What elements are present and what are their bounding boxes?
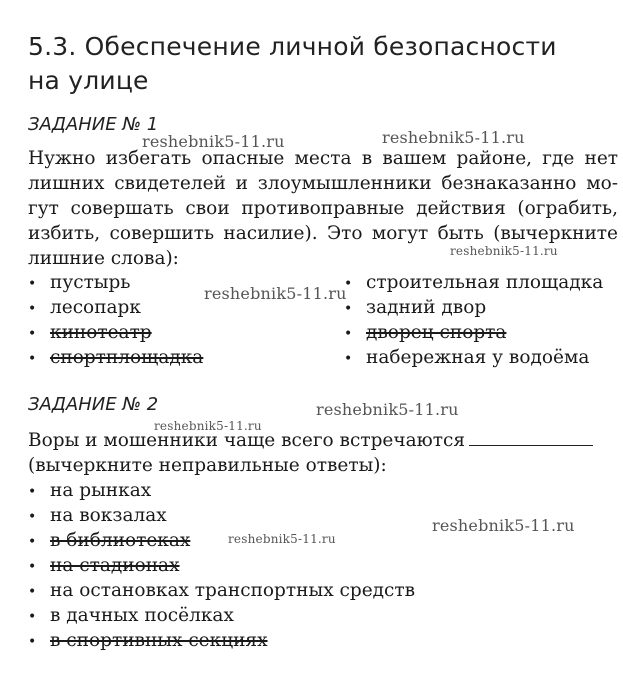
task-2-heading: ЗАДАНИЕ № 2 <box>28 394 159 415</box>
bullet-icon: • <box>28 276 37 292</box>
word: гут <box>28 198 59 219</box>
word: избегать <box>105 148 192 169</box>
answer-blank <box>469 429 593 446</box>
struck-item-label: дворец спорта <box>366 322 507 343</box>
task-2-text <box>28 428 618 478</box>
section-title-line-2: на улице <box>28 66 149 95</box>
list-item <box>28 295 203 320</box>
bullet-icon: • <box>344 326 353 342</box>
word: избить, <box>28 223 101 244</box>
bullet-icon: • <box>28 609 37 625</box>
word: вашем <box>382 148 447 169</box>
task-1-left-list <box>28 270 203 370</box>
list-item <box>344 345 603 370</box>
bullet-icon: • <box>28 484 37 500</box>
task-1-line <box>28 196 618 221</box>
bullet-icon: • <box>28 509 37 525</box>
word: свидетелей <box>114 173 226 194</box>
bullet-icon: • <box>28 326 37 342</box>
task-2-question: Воры и мошенники чаще всего встречаются <box>28 430 465 451</box>
word: (ограбить, <box>517 198 618 219</box>
list-item <box>28 345 203 370</box>
word: противоправные <box>241 198 405 219</box>
task-1-line-last: лишние слова): <box>28 248 179 269</box>
task-1-line <box>28 146 618 171</box>
word: нет <box>584 148 618 169</box>
watermark: reshebnik5-11.ru <box>450 244 558 258</box>
task-1-line <box>28 221 618 246</box>
bullet-icon: • <box>28 351 37 367</box>
item-label: набережная у водоёма <box>366 347 590 368</box>
watermark: reshebnik5-11.ru <box>316 400 459 419</box>
word: свои <box>185 198 230 219</box>
word: районе, <box>456 148 533 169</box>
word: Нужно <box>28 148 96 169</box>
struck-item-label: на стадионах <box>50 555 180 576</box>
item-label: задний двор <box>366 297 487 318</box>
struck-item-label: в библиотеках <box>50 530 191 551</box>
list-item <box>28 478 415 503</box>
word: места <box>294 148 352 169</box>
item-label: строительная площадка <box>366 272 604 293</box>
word: злоумышленники <box>257 173 432 194</box>
bullet-icon: • <box>28 559 37 575</box>
watermark: reshebnik5-11.ru <box>432 516 575 535</box>
item-label: в дачных посёлках <box>50 605 234 626</box>
list-item <box>344 320 603 345</box>
word: насилие). <box>223 223 318 244</box>
task-2-list <box>28 478 415 653</box>
word: безнаказанно <box>441 173 577 194</box>
task-1-heading: ЗАДАНИЕ № 1 <box>28 114 159 135</box>
item-label: на вокзалах <box>50 505 167 526</box>
word: быть <box>437 223 484 244</box>
task-1-line <box>28 171 618 196</box>
word: (вычеркните <box>493 223 618 244</box>
word: совершать <box>70 198 174 219</box>
word: в <box>361 148 373 169</box>
bullet-icon: • <box>28 301 37 317</box>
word: лишних <box>28 173 105 194</box>
bullet-icon: • <box>344 351 353 367</box>
word: совершить <box>109 223 215 244</box>
list-item <box>28 628 415 653</box>
word: действия <box>416 198 506 219</box>
section-title <box>28 30 557 98</box>
bullet-icon: • <box>28 584 37 600</box>
list-item <box>28 553 415 578</box>
watermark: reshebnik5-11.ru <box>204 284 347 303</box>
watermark: reshebnik5-11.ru <box>142 132 285 151</box>
struck-item-label: кинотеатр <box>50 322 152 343</box>
item-label: лесопарк <box>50 297 141 318</box>
watermark: reshebnik5-11.ru <box>228 532 336 546</box>
bullet-icon: • <box>344 276 353 292</box>
list-item <box>28 528 415 553</box>
struck-item-label: спортплощадка <box>50 347 204 368</box>
list-item <box>344 295 603 320</box>
list-item <box>28 503 415 528</box>
task-2-line-1 <box>28 428 618 453</box>
item-label: на рынках <box>50 480 152 501</box>
word: опасные <box>201 148 285 169</box>
list-item <box>344 270 603 295</box>
list-item <box>28 270 203 295</box>
list-item <box>28 603 415 628</box>
task-2-line-2: (вычеркните неправильные ответы): <box>28 455 387 476</box>
list-item <box>28 320 203 345</box>
task-1-right-list <box>344 270 603 370</box>
item-label: пустырь <box>50 272 131 293</box>
watermark: reshebnik5-11.ru <box>382 128 525 147</box>
bullet-icon: • <box>28 634 37 650</box>
item-label: на остановках транспортных средств <box>50 580 416 601</box>
word: и <box>235 173 248 194</box>
word: Это <box>326 223 363 244</box>
word: мо- <box>586 173 618 194</box>
word: могут <box>371 223 429 244</box>
struck-item-label: в спортивных секциях <box>50 630 268 651</box>
word: где <box>542 148 575 169</box>
list-item <box>28 578 415 603</box>
watermark: reshebnik5-11.ru <box>154 419 262 433</box>
bullet-icon: • <box>344 301 353 317</box>
bullet-icon: • <box>28 534 37 550</box>
section-title-line-1: 5.3. Обеспечение личной безопасности <box>28 32 557 61</box>
